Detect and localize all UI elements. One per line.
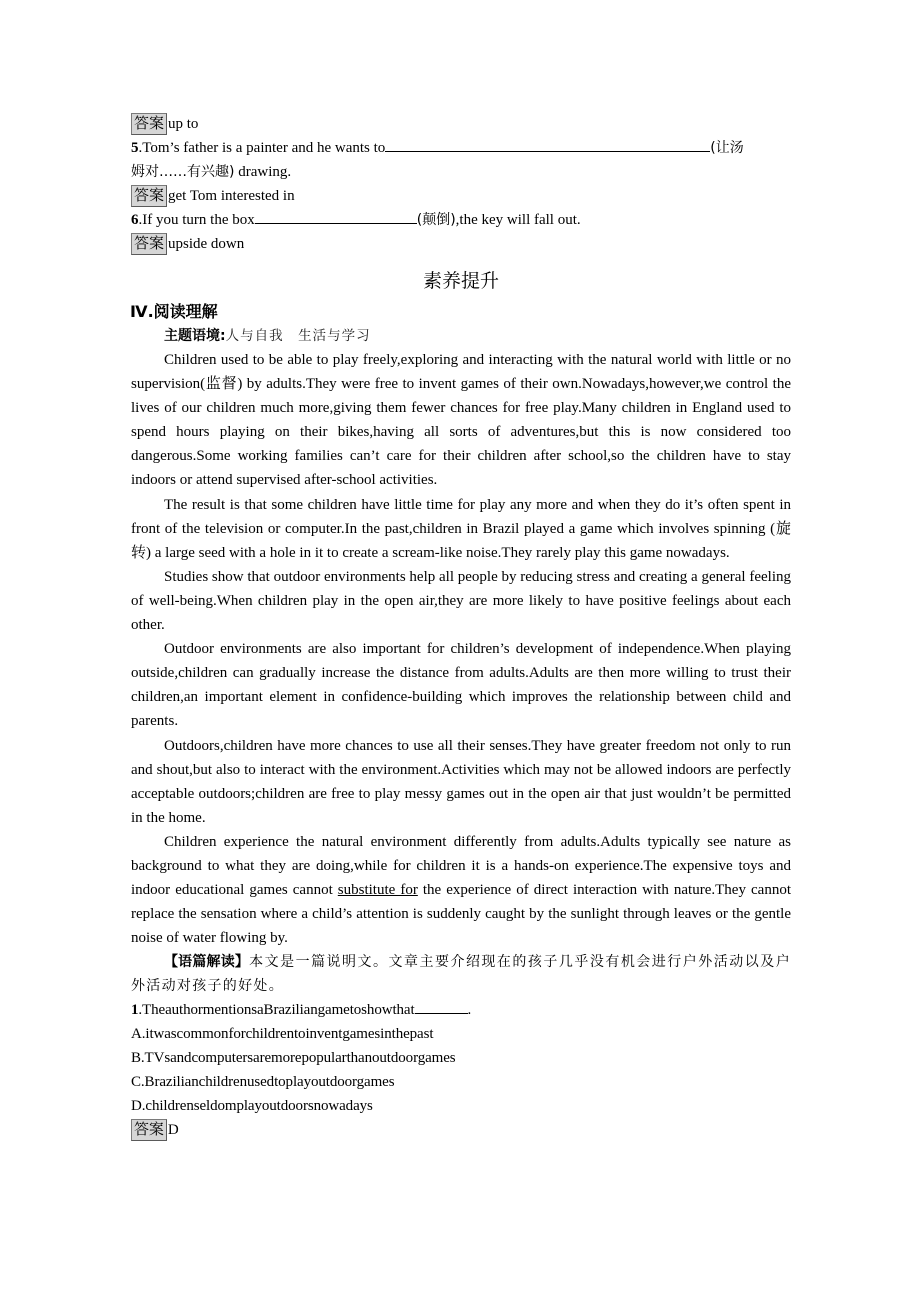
option-a[interactable]: A.itwascommonforchildrentoinventgamesinthepast [131, 1026, 434, 1043]
question-5-line-1 [131, 136, 791, 160]
fill-blank[interactable] [415, 999, 468, 1014]
answer-text: get Tom interested in [168, 188, 295, 204]
passage-paragraph: Outdoor environments are also important for children’s development of independence.When playing outside,children can gradually increase the distance from adults.Adults are then more willing to trust their children,an important element in confidence-building which improves the relationship between child and parents. [131, 641, 791, 730]
passage-paragraph: Studies show that outdoor environments help all people by reducing stress and creating a general feeling of well-being.When children play in the open air,they are more likely to have positive feelings about each other. [131, 568, 791, 634]
answer-badge[interactable]: 答案 [131, 113, 167, 135]
question-stem-end: . [467, 1002, 472, 1019]
question-text: .If you turn the box [138, 212, 255, 228]
question-hint: (颠倒) [416, 212, 456, 228]
question-number: 1 [131, 1002, 139, 1019]
question-hint: (让汤 [710, 140, 744, 156]
section-title: 素养提升 [422, 270, 499, 292]
answer-badge[interactable]: 答案 [131, 233, 167, 255]
answer-text: up to [168, 116, 199, 132]
topic-context [131, 324, 791, 348]
question-text: ,the key will fall out. [455, 212, 581, 228]
question-1 [131, 998, 791, 1142]
part-heading: Ⅳ.阅读理解 [130, 302, 218, 321]
question-hint: 姆对……有兴趣) [131, 164, 235, 180]
answer-line-q4 [131, 112, 791, 136]
paragraph-text: the experience of direct interaction with nature.They cannot replace the sensation where a child’s attention is suddenly caught by the sunlight through leaves or the gentle noise of water flowing by. [131, 882, 791, 947]
answer-text: upside down [168, 236, 245, 252]
analysis-text: 本文是一篇说明文。文章主要介绍现在的孩子几乎没有机会进行户外活动以及户外活动对孩子的好处。 [131, 954, 791, 995]
question-text: drawing. [234, 164, 292, 180]
passage-analysis [131, 950, 791, 998]
passage-paragraph: Outdoors,children have more chances to use all their senses.They have greater freedom not only to run and shout,but also to interact with the environment.Activities which may not be allowed indoors are perfectly acceptable outdoors;children are free to play messy games out in the open air that just wouldn’t be permitted in the home. [131, 737, 791, 826]
question-text: .Tom’s father is a painter and he wants to [138, 140, 386, 156]
answer-badge[interactable]: 答案 [131, 1119, 167, 1141]
underlined-phrase: substitute for [337, 882, 418, 899]
option-d[interactable]: D.childrenseldomplayoutdoorsnowadays [131, 1098, 373, 1115]
option-b[interactable]: B.TVsandcomputersaremorepopularthanoutdoorgames [131, 1050, 456, 1067]
passage-paragraph [131, 830, 791, 950]
question-stem [131, 998, 791, 1022]
question-6-line [131, 208, 791, 232]
fill-blank[interactable] [385, 137, 710, 152]
question-number: 6 [131, 212, 139, 228]
passage-paragraph: The result is that some children have little time for play any more and when they do it’s often spent in front of the television or computer.In the past,children in Brazil played a game which involves spinning (旋转) a large seed with a hole in it to create a scream-like noise.They rarely play this game nowadays. [131, 496, 791, 561]
question-5-line-2 [131, 160, 791, 184]
answer-line-q6 [131, 232, 791, 256]
answer-text: D [167, 1122, 179, 1139]
paragraph-text: Children experience the natural environment differently from adults.Adults typically see nature as background to what they are doing,while for children it is a hands-on experience.The expensive toys and indoor educational games cannot [131, 833, 791, 899]
reading-passage [131, 348, 791, 950]
question-number: 5 [131, 140, 139, 156]
answer-line-q1 [131, 1118, 791, 1142]
document-page [131, 112, 791, 1142]
answer-badge[interactable]: 答案 [131, 185, 167, 207]
question-stem-text: .TheauthormentionsaBraziliangametoshowthat [138, 1002, 415, 1019]
analysis-label: 【语篇解读】 [164, 954, 250, 971]
passage-paragraph: Children used to be able to play freely,exploring and interacting with the natural world with little or no supervision(监督) by adults.They were free to invent games of their own.Nowadays,however,we control the lives of our children much more,giving them fewer chances for free play.Many children in England used to spend hours playing on their bikes,having all sorts of adventures,but this is now considered too dangerous.Some working families can’t care for their children after school,so the children have to stay indoors or attend supervised after-school activities. [131, 352, 791, 489]
fill-blank[interactable] [255, 209, 417, 224]
topic-label: 主题语境: [164, 328, 226, 344]
option-c[interactable]: C.Brazilianchildrenusedtoplayoutdoorgames [131, 1074, 395, 1091]
topic-value: 人与自我 生活与学习 [225, 328, 371, 344]
answer-line-q5 [131, 184, 791, 208]
